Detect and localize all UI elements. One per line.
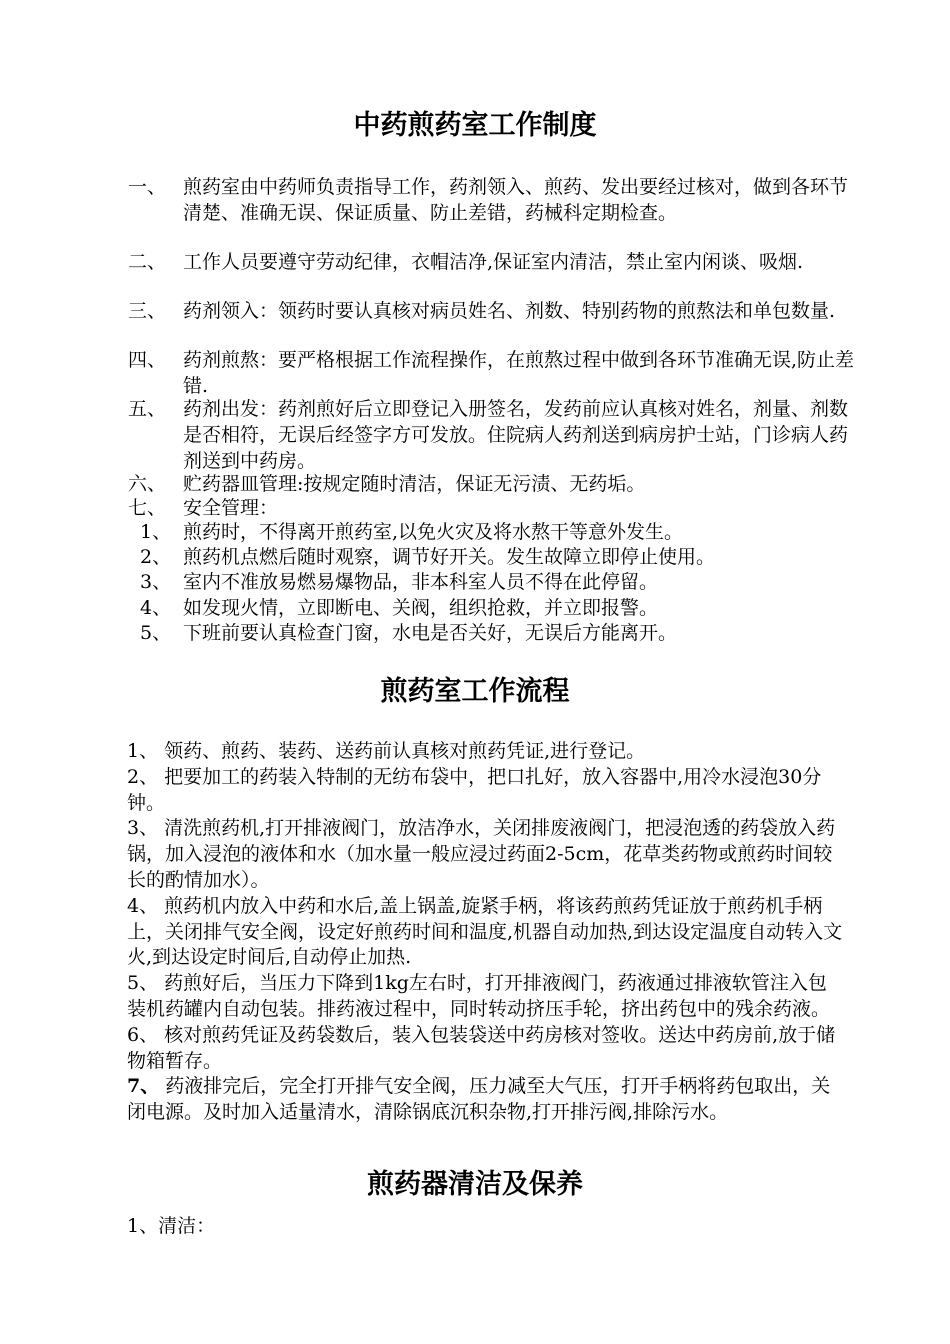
workflow-step <box>127 1023 843 1075</box>
step-number: 4、 <box>127 894 159 917</box>
rule-text: 煎药室由中药师负责指导工作，药剂领入、煎药、发出要经过核对，做到各环节清楚、准确无误、保证质量、防止差错，药械科定期检查。 <box>183 176 849 224</box>
step-number: 2、 <box>127 765 159 788</box>
subitem-text: 室内不准放易燃易爆物品，非本科室人员不得在此停留。 <box>183 571 659 593</box>
subitem-number: 1、 <box>140 521 172 543</box>
subitem-text: 下班前要认真检查门窗，水电是否关好，无误后方能离开。 <box>183 622 678 644</box>
step-text: 把要加工的药装入特制的无纺布袋中，把口扎好，放入容器中,用冷水浸泡30分钟。 <box>127 765 822 814</box>
cleaning-item: 1、清洁： <box>127 1215 216 1237</box>
rule-number: 五、 <box>128 398 167 420</box>
rule-number: 三、 <box>128 300 167 322</box>
subitem-number: 4、 <box>140 597 172 619</box>
section2-title: 煎药室工作流程 <box>380 676 570 707</box>
subitem-text: 如发现火情，立即断电、关阀，组织抢救，并立即报警。 <box>183 597 659 619</box>
workflow-step <box>127 739 843 765</box>
rule-text: 安全管理： <box>183 497 279 519</box>
step-text: 领药、煎药、装药、送药前认真核对煎药凭证,进行登记。 <box>164 740 646 762</box>
subitem-number: 2、 <box>140 546 172 568</box>
workflow-step <box>127 765 843 817</box>
workflow-step <box>127 971 843 1023</box>
step-number: 1、 <box>127 740 159 762</box>
subitem-text: 煎药时，不得离开煎药室,以免火灾及将水熬干等意外发生。 <box>183 521 684 543</box>
section3-title: 煎药器清洁及保养 <box>367 1169 583 1200</box>
workflow-step <box>127 894 843 971</box>
step-number: 5、 <box>127 972 159 995</box>
step-number: 7、 <box>127 1075 160 1098</box>
rule-text: 药剂领入：领药时要认真核对病员姓名、剂数、特别药物的煎熬法和单包数量. <box>183 300 836 322</box>
subitem-number: 5、 <box>140 622 172 644</box>
rule-text: 工作人员要遵守劳动纪律，衣帽洁净,保证室内清洁，禁止室内闲谈、吸烟. <box>183 251 804 273</box>
rule-text: 贮药器皿管理:按规定随时清洁，保证无污渍、无药垢。 <box>183 473 646 495</box>
rule-number: 六、 <box>128 473 167 495</box>
rule-number: 二、 <box>128 251 167 273</box>
rule-number: 一、 <box>128 176 167 198</box>
step-text: 清洗煎药机,打开排液阀门，放洁净水，关闭排废液阀门，把浸泡透的药袋放入药锅，加入浸泡的液体和水（加水量一般应浸过药面2-5cm，花草类药物或煎药时间较长的酌情加水）。 <box>127 817 836 891</box>
rule-text: 药剂煎熬：要严格根据工作流程操作，在煎熬过程中做到各环节准确无误,防止差错. <box>183 349 855 397</box>
step-text: 药液排完后，完全打开排气安全阀，压力减至大气压，打开手柄将药包取出，关闭电源。及时加入适量清水，清除锅底沉积杂物,打开排污阀,排除污水。 <box>127 1075 831 1124</box>
rule-number: 四、 <box>128 349 167 371</box>
step-text: 煎药机内放入中药和水后,盖上锅盖,旋紧手柄，将该药煎药凭证放于煎药机手柄上，关闭排气安全阀，设定好煎药时间和温度,机器自动加热,到达设定温度自动转入文火,到达设定时间后,自动停止加热. <box>127 894 843 969</box>
section1-title: 中药煎药室工作制度 <box>353 110 597 141</box>
step-text: 药煎好后，当压力下降到1kg左右时，打开排液阀门，药液通过排液软管注入包装机药罐内自动包装。排药液过程中，同时转动挤压手轮，挤出药包中的残余药液。 <box>127 972 831 1020</box>
workflow-steps <box>127 739 843 1126</box>
subitem-number: 3、 <box>140 571 172 593</box>
step-number: 3、 <box>127 817 159 840</box>
subitem-text: 煎药机点燃后随时观察，调节好开关。发生故障立即停止使用。 <box>183 546 716 568</box>
step-text: 核对煎药凭证及药袋数后，装入包装袋送中药房核对签收。送达中药房前,放于储物箱暂存。 <box>127 1023 836 1072</box>
workflow-step <box>127 1074 843 1126</box>
step-number: 6、 <box>127 1023 159 1046</box>
rule-number: 七、 <box>128 497 167 519</box>
rule-text: 药剂出发：药剂煎好后立即登记入册签名，发药前应认真核对姓名，剂量、剂数是否相符，无误后经签字方可发放。住院病人药剂送到病房护士站，门诊病人药剂送到中药房。 <box>183 398 849 472</box>
workflow-step <box>127 816 843 893</box>
